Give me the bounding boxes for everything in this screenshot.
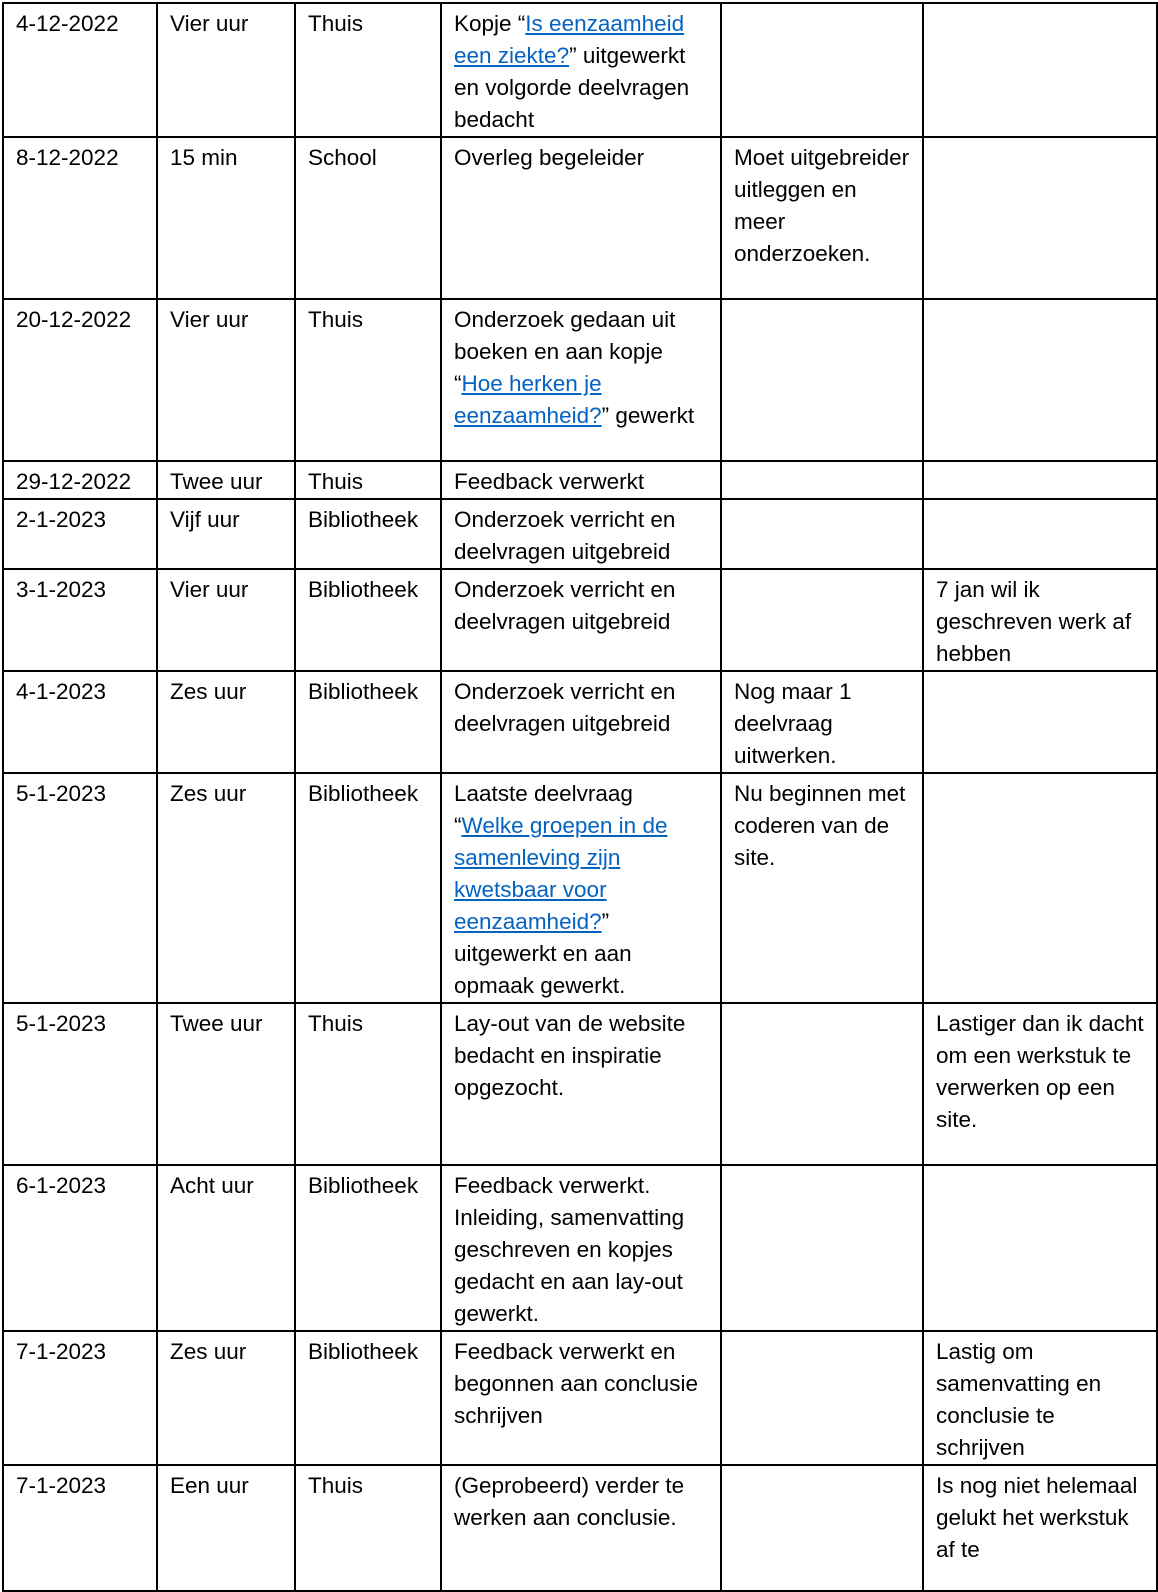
reflection-cell [721,1003,923,1165]
activity-text: (Geprobeerd) verder te werken aan conclusie. [454,1473,685,1530]
reflection-cell: Nog maar 1 deelvraag uitwerken. [721,671,923,773]
date-cell: 3-1-2023 [3,569,157,671]
reflection-cell: Nu beginnen met coderen van de site. [721,773,923,1003]
activity-cell [441,1465,721,1591]
date-cell: 5-1-2023 [3,773,157,1003]
activity-text: Laatste deelvraag “ [454,781,633,838]
notes-cell: Lastig om samenvatting en conclusie te schrijven [923,1331,1157,1465]
activity-cell [441,1165,721,1331]
reflection-cell [721,1165,923,1331]
activity-text: Onderzoek verricht en deelvragen uitgebreid [454,679,676,736]
date-cell: 29-12-2022 [3,461,157,499]
reflection-cell [721,1331,923,1465]
date-cell: 4-12-2022 [3,3,157,137]
activity-cell [441,1003,721,1165]
activity-cell [441,3,721,137]
heading-link[interactable]: Hoe herken je eenzaamheid? [454,371,602,428]
notes-cell [923,299,1157,461]
activity-text: Onderzoek verricht en deelvragen uitgebreid [454,577,676,634]
duration-cell: 15 min [157,137,295,299]
notes-cell [923,499,1157,569]
activity-text: Kopje “ [454,11,526,36]
table-row [3,461,1157,499]
table-row [3,1003,1157,1165]
duration-cell: Twee uur [157,1003,295,1165]
reflection-cell [721,1465,923,1591]
location-cell: School [295,137,441,299]
activity-text: Feedback verwerkt [454,469,645,494]
reflection-cell [721,299,923,461]
location-cell: Thuis [295,299,441,461]
activity-cell [441,499,721,569]
date-cell: 5-1-2023 [3,1003,157,1165]
date-cell: 7-1-2023 [3,1331,157,1465]
activity-cell [441,773,721,1003]
duration-cell: Vier uur [157,3,295,137]
location-cell: Bibliotheek [295,1165,441,1331]
activity-cell [441,671,721,773]
heading-link[interactable]: Is eenzaamheid een ziekte? [454,11,685,68]
duration-cell: Vier uur [157,299,295,461]
activity-text: Onderzoek verricht en deelvragen uitgebreid [454,507,676,564]
activity-cell [441,1331,721,1465]
reflection-cell [721,461,923,499]
location-cell: Thuis [295,1003,441,1165]
activity-text: Lay-out van de website bedacht en inspiratie opgezocht. [454,1011,686,1100]
duration-cell: Acht uur [157,1165,295,1331]
table-row [3,1465,1157,1591]
table-row [3,671,1157,773]
activity-cell [441,137,721,299]
table-row [3,499,1157,569]
activity-text-after: ” gewerkt [601,403,695,428]
location-cell: Thuis [295,1465,441,1591]
table-row [3,1331,1157,1465]
location-cell: Bibliotheek [295,1331,441,1465]
activity-text-after: ” uitgewerkt en volgorde deelvragen bedacht [454,43,690,132]
activity-text: Overleg begeleider [454,145,645,170]
activity-text: Feedback verwerkt. Inleiding, samenvatting geschreven en kopjes gedacht en aan lay-out gewerkt. [454,1173,685,1326]
table-row [3,299,1157,461]
reflection-cell [721,3,923,137]
date-cell: 6-1-2023 [3,1165,157,1331]
reflection-cell [721,499,923,569]
duration-cell: Vijf uur [157,499,295,569]
notes-cell: 7 jan wil ik geschreven werk af hebben [923,569,1157,671]
reflection-cell: Moet uitgebreider uitleggen en meer onderzoeken. [721,137,923,299]
location-cell: Bibliotheek [295,773,441,1003]
date-cell: 8-12-2022 [3,137,157,299]
location-cell: Bibliotheek [295,499,441,569]
duration-cell: Twee uur [157,461,295,499]
notes-cell [923,137,1157,299]
location-cell: Thuis [295,3,441,137]
duration-cell: Een uur [157,1465,295,1591]
notes-cell [923,3,1157,137]
notes-cell [923,671,1157,773]
activity-cell [441,461,721,499]
duration-cell: Zes uur [157,671,295,773]
date-cell: 2-1-2023 [3,499,157,569]
notes-cell [923,461,1157,499]
location-cell: Thuis [295,461,441,499]
duration-cell: Vier uur [157,569,295,671]
activity-cell [441,569,721,671]
date-cell: 7-1-2023 [3,1465,157,1591]
reflection-cell [721,569,923,671]
heading-link[interactable]: Welke groepen in de samenleving zijn kwetsbaar voor eenzaamheid? [454,813,668,934]
location-cell: Bibliotheek [295,671,441,773]
date-cell: 20-12-2022 [3,299,157,461]
logbook-table [2,2,1158,1592]
duration-cell: Zes uur [157,773,295,1003]
date-cell: 4-1-2023 [3,671,157,773]
notes-cell [923,1165,1157,1331]
activity-cell [441,299,721,461]
notes-cell: Lastiger dan ik dacht om een werkstuk te verwerken op een site. [923,1003,1157,1165]
table-row [3,773,1157,1003]
activity-text: Feedback verwerkt en begonnen aan conclusie schrijven [454,1339,698,1428]
notes-cell [923,773,1157,1003]
activity-text: Onderzoek gedaan uit boeken en aan kopje “ [454,307,676,396]
table-row [3,569,1157,671]
location-cell: Bibliotheek [295,569,441,671]
duration-cell: Zes uur [157,1331,295,1465]
table-row [3,3,1157,137]
activity-text-after: ” uitgewerkt en aan opmaak gewerkt. [454,909,632,998]
table-row [3,137,1157,299]
table-row [3,1165,1157,1331]
notes-cell: Is nog niet helemaal gelukt het werkstuk af te [923,1465,1157,1591]
logbook-body [3,3,1157,1591]
